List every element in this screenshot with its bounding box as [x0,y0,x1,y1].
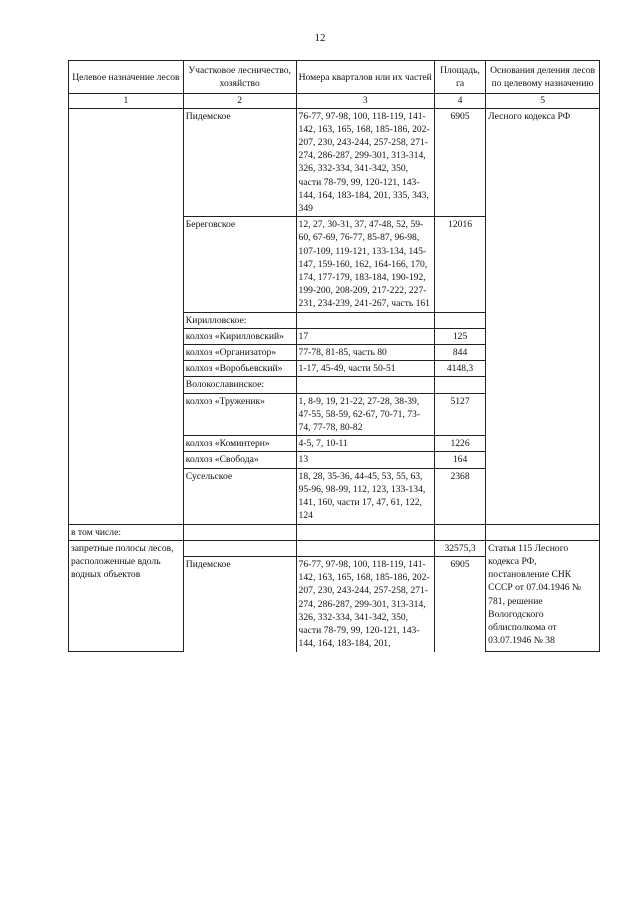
area-cell: 125 [434,328,485,344]
district-cell: Волокославинское: [183,377,296,393]
area-cell: 6905 [434,556,485,651]
basis-cell [486,377,600,393]
header-area: Площадь, га [434,61,485,94]
district-cell: колхоз «Кирилловский» [183,328,296,344]
quarters-cell: 12, 27, 30-31, 37, 47-48, 52, 59-60, 67-69, 76-77, 85-87, 96-98, 107-109, 119-121, 133-134, 145-147, 159-160, 162, 164-166, 170, 174, 177-179, 183-184, 190-192, 199-200, 208-209, 217-222, 227-231, 234-239, 241-267, часть 161 [296,217,434,312]
forest-purpose-table [68,60,600,652]
district-cell: колхоз «Организатор» [183,345,296,361]
district-cell [183,540,296,556]
district-cell: Береговское [183,217,296,312]
table-row [69,217,600,312]
basis-cell [486,524,600,540]
quarters-cell [296,312,434,328]
area-cell [434,312,485,328]
purpose-cell [69,452,184,468]
purpose-cell [69,393,184,436]
area-cell: 4148,3 [434,361,485,377]
quarters-cell: 18, 28, 35-36, 44-45, 53, 55, 63, 95-96, 98-99, 112, 123, 133-134, 141, 160, части 17, 47, 61, 122, 124 [296,468,434,524]
column-number: 2 [183,94,296,108]
purpose-cell [69,361,184,377]
purpose-cell [69,377,184,393]
quarters-cell: 13 [296,452,434,468]
area-cell: 2368 [434,468,485,524]
area-cell: 844 [434,345,485,361]
quarters-cell: 76-77, 97-98, 100, 118-119, 141-142, 163, 165, 168, 185-186, 202-207, 230, 243-244, 257-258, 271-274, 286-287, 299-301, 313-314, 326, 332-334, 341-342, 350, части 78-79, 99, 120-121, 143-144, 164, 183-184, 201, 335, 343, 349 [296,108,434,217]
purpose-cell [69,468,184,524]
area-total-cell: 32575,3 [434,540,485,556]
quarters-cell: 1-17, 45-49, части 50-51 [296,361,434,377]
basis-cell [486,393,600,436]
header-basis: Основания деления лесов по целевому назначению [486,61,600,94]
table-row [69,328,600,344]
table-row [69,540,600,556]
basis-cell: Лесного кодекса РФ [486,108,600,217]
table-row [69,393,600,436]
basis-cell [486,452,600,468]
table-row [69,452,600,468]
purpose-cell [69,436,184,452]
basis-cell [486,436,600,452]
column-number: 5 [486,94,600,108]
table-row [69,436,600,452]
column-number: 3 [296,94,434,108]
basis-cell [486,345,600,361]
district-cell: Пидемское [183,108,296,217]
quarters-cell [296,524,434,540]
header-quarters: Номера кварталов или их частей [296,61,434,94]
basis-cell [486,468,600,524]
table-row [69,345,600,361]
area-cell: 164 [434,452,485,468]
quarters-cell: 77-78, 81-85, часть 80 [296,345,434,361]
area-cell: 12016 [434,217,485,312]
header-purpose: Целевое назначение лесов [69,61,184,94]
area-cell [434,377,485,393]
basis-cell [486,217,600,312]
district-cell: Пидемское [183,556,296,651]
quarters-cell: 1, 8-9, 19, 21-22, 27-28, 38-39, 47-55, 58-59, 62-67, 70-71, 73-74, 77-78, 80-82 [296,393,434,436]
basis-cell: Статья 115 Лесного кодекса РФ, постановление СНК СССР от 07.04.1946 № 781, решение Вологодского облисполкома от 03.07.1946 № 38 [486,540,600,652]
table-row [69,108,600,217]
table-row [69,468,600,524]
table-row [69,524,600,540]
page-number: 12 [314,32,326,44]
district-cell: колхоз «Труженик» [183,393,296,436]
purpose-cell [69,217,184,312]
table-row [69,361,600,377]
purpose-cell: в том числе: [69,524,184,540]
quarters-cell [296,540,434,556]
purpose-cell [69,108,184,217]
area-cell [434,524,485,540]
header-row [69,61,600,94]
purpose-cell [69,345,184,361]
basis-cell [486,312,600,328]
table-row [69,377,600,393]
area-cell: 5127 [434,393,485,436]
column-number: 4 [434,94,485,108]
district-cell: колхоз «Воробьевский» [183,361,296,377]
district-cell: Кирилловское: [183,312,296,328]
district-cell: колхоз «Коминтерн» [183,436,296,452]
basis-cell [486,328,600,344]
district-cell: Сусельское [183,468,296,524]
quarters-cell: 17 [296,328,434,344]
area-cell: 1226 [434,436,485,452]
quarters-cell [296,377,434,393]
purpose-cell [69,312,184,328]
quarters-cell: 4-5, 7, 10-11 [296,436,434,452]
purpose-cell: запретные полосы лесов, расположенные вдоль водных объектов [69,540,184,652]
column-number: 1 [69,94,184,108]
table-row [69,312,600,328]
area-cell: 6905 [434,108,485,217]
column-number-row [69,94,600,108]
district-cell: колхоз «Свобода» [183,452,296,468]
header-district: Участковое лесничество, хозяйство [183,61,296,94]
quarters-cell: 76-77, 97-98, 100, 118-119, 141-142, 163, 165, 168, 185-186, 202-207, 230, 243-244, 257-258, 271-274, 286-287, 299-301, 313-314, 326, 332-334, 341-342, 350, части 78-79, 99, 120-121, 143-144, 164, 183-184, 201, [296,556,434,651]
purpose-cell [69,328,184,344]
basis-cell [486,361,600,377]
district-cell [183,524,296,540]
